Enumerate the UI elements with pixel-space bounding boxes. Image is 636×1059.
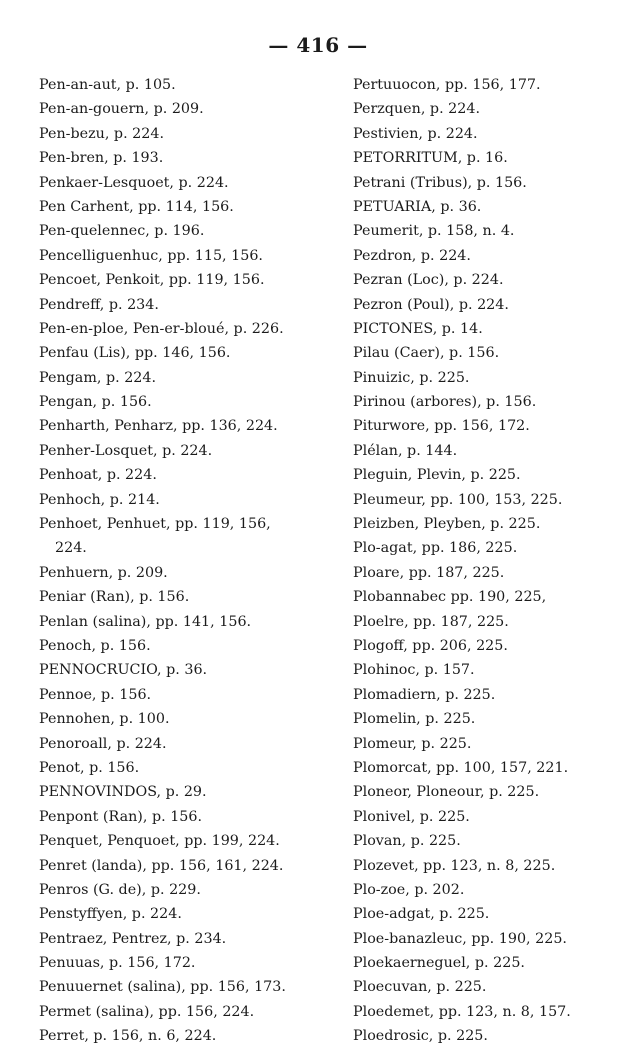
index-entry: Pengam, p. 224. xyxy=(39,369,157,386)
index-entry: Penpont (Ran), p. 156. xyxy=(39,808,203,825)
index-entry: Pilau (Caer), p. 156. xyxy=(353,345,500,362)
index-entry: Pleguin, Plevin, p. 225. xyxy=(353,467,521,484)
index-entry: Plomelin, p. 225. xyxy=(353,711,476,728)
index-entry: Pennoe, p. 156. xyxy=(39,686,152,703)
index-entry: PENNOCRUCIO, p. 36. xyxy=(39,662,208,679)
index-entry: Plo-zoe, p. 202. xyxy=(353,881,465,898)
index-entry: Plomorcat, pp. 100, 157, 221. xyxy=(353,759,569,776)
index-entry: Pen Carhent, pp. 114, 156. xyxy=(39,198,234,215)
index-entry: Penhoch, p. 214. xyxy=(39,491,160,508)
index-entry: Plonivel, p. 225. xyxy=(353,808,470,825)
index-entry: Plomadiern, p. 225. xyxy=(353,686,496,703)
index-entry: Plo-agat, pp. 186, 225. xyxy=(353,540,518,557)
index-entry: Plohinoc, p. 157. xyxy=(353,662,475,679)
index-entry: Penhoat, p. 224. xyxy=(39,467,157,484)
index-entry: Plozevet, pp. 123, n. 8, 225. xyxy=(353,857,556,874)
index-entry: Plobannabec pp. 190, 225, xyxy=(353,589,547,606)
index-entry: Pezran (Loc), p. 224. xyxy=(353,272,504,289)
index-entry: Pezdron, p. 224. xyxy=(353,247,471,264)
index-entry: Ploekaerneguel, p. 225. xyxy=(353,955,525,972)
index-entry: Pennohen, p. 100. xyxy=(39,711,170,728)
index-entry: Penret (landa), pp. 156, 161, 224. xyxy=(39,857,284,874)
index-entry: Penharth, Penharz, pp. 136, 224. xyxy=(39,418,278,435)
index-entry: Penot, p. 156. xyxy=(39,759,140,776)
index-entry: Pirinou (arbores), p. 156. xyxy=(353,394,537,411)
index-entry: Ploedemet, pp. 123, n. 8, 157. xyxy=(353,1003,571,1020)
page-number: — 416 — xyxy=(268,33,368,57)
index-entry: Pezron (Poul), p. 224. xyxy=(353,296,509,313)
index-entry: Penstyffyen, p. 224. xyxy=(39,906,182,923)
index-entry: Pen-quelennec, p. 196. xyxy=(39,223,205,240)
index-entry: Penoch, p. 156. xyxy=(39,637,151,654)
index-entry: Plélan, p. 144. xyxy=(353,442,458,459)
index-entry: Pleizben, Pleyben, p. 225. xyxy=(353,516,541,533)
index-entry: Peumerit, p. 158, n. 4. xyxy=(353,223,515,240)
index-entry: Penfau (Lis), pp. 146, 156. xyxy=(39,345,231,362)
index-entry: Ploe-banazleuc, pp. 190, 225. xyxy=(353,930,567,947)
index-entry: Ploneor, Ploneour, p. 225. xyxy=(353,784,540,801)
index-entry: Pen-bren, p. 193. xyxy=(39,150,164,167)
index-entry: Perzquen, p. 224. xyxy=(353,101,480,118)
index-entry: Penuuas, p. 156, 172. xyxy=(39,955,196,972)
index-entry: PETORRITUM, p. 16. xyxy=(353,150,508,167)
index-entry: Pendreff, p. 234. xyxy=(39,296,159,313)
index-entry: Ploelre, pp. 187, 225. xyxy=(353,613,509,630)
index-entry: Pestivien, p. 224. xyxy=(353,125,478,142)
index-column-right xyxy=(353,73,625,1049)
index-entry: Pencoet, Penkoit, pp. 119, 156. xyxy=(39,272,265,289)
index-entry: Penhuern, p. 209. xyxy=(39,564,168,581)
index-entry: Pertuuocon, pp. 156, 177. xyxy=(353,77,541,93)
index-entry: Pen-en-ploe, Pen-er-bloué, p. 226. xyxy=(39,320,284,337)
index-entry: Petrani (Tribus), p. 156. xyxy=(353,174,527,191)
index-entry: Plovan, p. 225. xyxy=(353,833,461,850)
index-entry: Pen-an-gouern, p. 209. xyxy=(39,101,204,118)
index-entry: Penoroall, p. 224. xyxy=(39,735,167,752)
index-entry: Piturwore, pp. 156, 172. xyxy=(353,418,530,435)
index-entry: Penquet, Penquoet, pp. 199, 224. xyxy=(39,833,280,850)
index-entry: Penuuernet (salina), pp. 156, 173. xyxy=(39,979,286,996)
index-entry: Plogoff, pp. 206, 225. xyxy=(353,637,508,654)
index-entry: Pinuizic, p. 225. xyxy=(353,369,470,386)
index-entry: PETUARIA, p. 36. xyxy=(353,198,482,215)
index-entry: Pen-bezu, p. 224. xyxy=(39,125,164,142)
index-entry: Plomeur, p. 225. xyxy=(353,735,472,752)
index-entry: Permet (salina), pp. 156, 224. xyxy=(39,1003,255,1020)
index-entry: Pleumeur, pp. 100, 153, 225. xyxy=(353,491,563,508)
index-entry: Penlan (salina), pp. 141, 156. xyxy=(39,613,252,630)
index-entry: 224. xyxy=(55,540,87,557)
index-entry: Penkaer-Lesquoet, p. 224. xyxy=(39,174,229,191)
index-entry: Perret, p. 156, n. 6, 224. xyxy=(39,1028,217,1045)
index-entry: PENNOVINDOS, p. 29. xyxy=(39,784,207,801)
index-column-left xyxy=(39,73,329,1049)
index-entry: PICTONES, p. 14. xyxy=(353,320,483,337)
index-entry: Pen-an-aut, p. 105. xyxy=(39,77,176,93)
index-entry: Pentraez, Pentrez, p. 234. xyxy=(39,930,227,947)
index-entry: Ploecuvan, p. 225. xyxy=(353,979,487,996)
index-entry: Penros (G. de), p. 229. xyxy=(39,881,201,898)
index-entry: Pengan, p. 156. xyxy=(39,394,152,411)
index-entry: Ploe-adgat, p. 225. xyxy=(353,906,490,923)
index-entry: Pencelliguenhuc, pp. 115, 156. xyxy=(39,247,263,264)
index-entry: Peniar (Ran), p. 156. xyxy=(39,589,190,606)
index-entry: Ploedrosic, p. 225. xyxy=(353,1028,488,1045)
index-entry: Penher-Losquet, p. 224. xyxy=(39,442,213,459)
index-entry: Ploare, pp. 187, 225. xyxy=(353,564,505,581)
index-entry: Penhoet, Penhuet, pp. 119, 156, xyxy=(39,516,271,533)
